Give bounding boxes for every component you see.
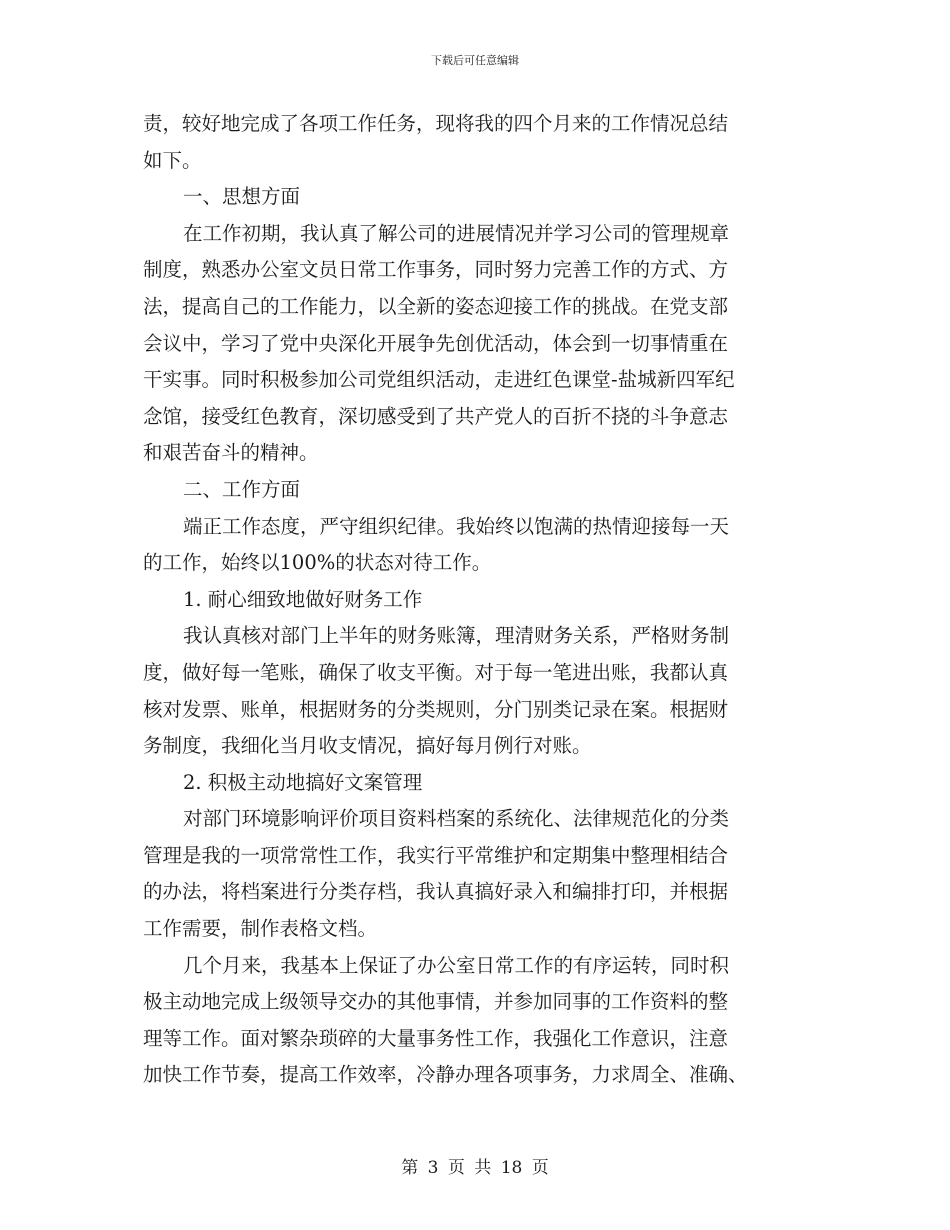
text-line: 极主动地完成上级领导交办的其他事情，并参加同事的工作资料的整: [143, 990, 729, 1014]
text-line: 核对发票、账单，根据财务的分类规则，分门别类记录在案。根据财: [143, 697, 729, 721]
body-paragraph: [143, 106, 807, 1094]
text-line: 务制度，我细化当月收支情况，搞好每月例行对账。: [143, 734, 592, 758]
text-line: 法，提高自己的工作能力，以全新的姿态迎接工作的挑战。在党支部: [143, 294, 729, 318]
text-line: 会议中，学习了党中央深化开展争先创优活动，体会到一切事情重在: [143, 331, 729, 355]
text-line: 我认真核对部门上半年的财务账簿，理清财务关系，严格财务制: [183, 624, 730, 648]
text-line: 几个月来，我基本上保证了办公室日常工作的有序运转，同时积: [183, 953, 730, 977]
text-line: 干实事。同时积极参加公司党组织活动，走进红色课堂-盐城新四军纪: [143, 368, 735, 392]
text-line: 在工作初期，我认真了解公司的进展情况并学习公司的管理规章: [183, 221, 730, 245]
text-line: 责，较好地完成了各项工作任务，现将我的四个月来的工作情况总结: [143, 112, 729, 135]
page-header-note: 下载后可任意编辑: [431, 54, 519, 67]
text-line: 如下。: [143, 148, 202, 172]
subsection-heading: 2. 积极主动地搞好文案管理: [183, 770, 423, 794]
text-line: 管理是我的一项常常性工作，我实行平常维护和定期集中整理相结合: [143, 843, 729, 867]
section-heading: 二、工作方面: [183, 477, 301, 501]
text-line: 工作需要，制作表格文档。: [143, 917, 378, 941]
text-line: 加快工作节奏，提高工作效率，冷静办理各项事务，力求周全、准确、: [143, 1063, 748, 1087]
text-line: 念馆，接受红色教育，深切感受到了共产党人的百折不挠的斗争意志: [143, 404, 729, 428]
page-number: 第 3 页 共 18 页: [401, 1158, 549, 1178]
document-body: [143, 106, 807, 1094]
text-line: 的工作，始终以100%的状态对待工作。: [143, 551, 492, 575]
text-line: 理等工作。面对繁杂琐碎的大量事务性工作，我强化工作意识，注意: [143, 1026, 729, 1050]
text-line: 端正工作态度，严守组织纪律。我始终以饱满的热情迎接每一天: [183, 514, 730, 538]
subsection-heading: 1. 耐心细致地做好财务工作: [183, 587, 423, 611]
text-line: 的办法，将档案进行分类存档，我认真搞好录入和编排打印，并根据: [143, 880, 729, 904]
section-heading: 一、思想方面: [183, 185, 301, 209]
text-line: 和艰苦奋斗的精神。: [143, 441, 319, 465]
text-line: 对部门环境影响评价项目资料档案的系统化、法律规范化的分类: [183, 807, 730, 831]
text-line: 制度，熟悉办公室文员日常工作事务，同时努力完善工作的方式、方: [143, 258, 729, 282]
text-line: 度，做好每一笔账，确保了收支平衡。对于每一笔进出账，我都认真: [143, 660, 729, 684]
